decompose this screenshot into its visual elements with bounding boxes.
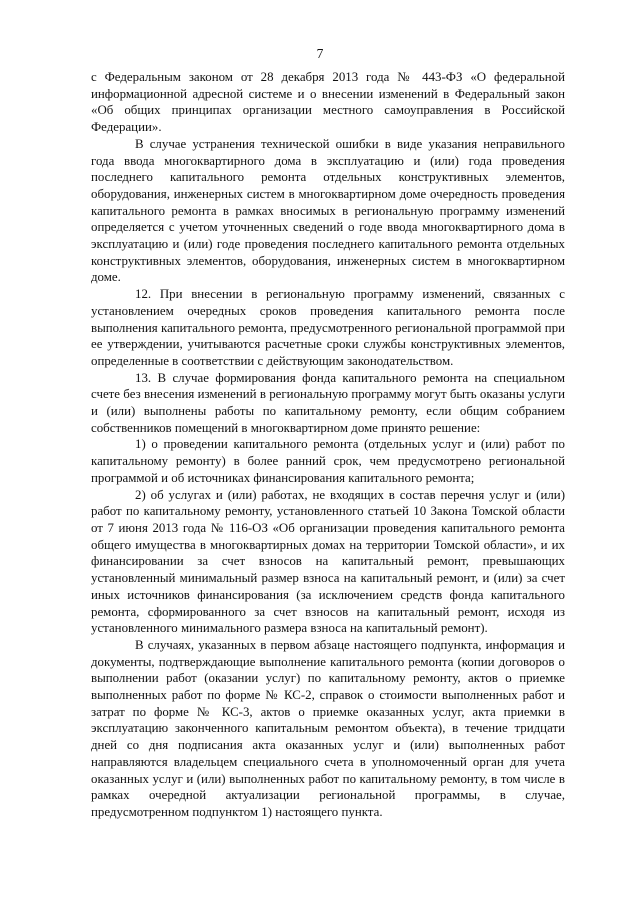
paragraph-technical-error: В случае устранения технической ошибки в виде указания неправильного года ввода многоквартирного дома в эксплуатацию и (или) года проведения последнего капитального ремонта отдельных конструктивных элементов, оборудования, инженерных систем в многоквартирном доме очередность проведения капитального ремонта в рамках вносимых в региональную программу изменений определяется с учетом уточненных сведений о годе ввода многоквартирного дома в эксплуатацию и (или) годе проведения последнего капитального ремонта отдельных конструктивных элементов, оборудования, инженерных систем в многоквартирном доме. bbox=[91, 136, 565, 285]
paragraph-item-12: 12. При внесении в региональную программу изменений, связанных с установлением очередных сроков проведения капитального ремонта после выполнения капитального ремонта, предусмотренного региональной программой при ее утверждении, учитываются расчетные сроки службы конструктивных элементов, определенные в соответствии с действующим законодательством. bbox=[91, 287, 565, 368]
page-number: 7 bbox=[316, 46, 324, 61]
paragraph-subitem-1: 1) о проведении капитального ремонта (отдельных услуг и (или) работ по капитальному ремонту) в более ранний срок, чем предусмотрено региональной программой и об источниках финансирования капитального ремонта; bbox=[91, 437, 565, 485]
paragraph-item-13: 13. В случае формирования фонда капитального ремонта на специальном счете без внесения изменений в региональную программу могут быть оказаны услуги и (или) выполнены работы по капитальному ремонту, если общим собранием собственников помещений в многоквартирном доме принято решение: bbox=[91, 370, 565, 435]
paragraph-documents-info: В случаях, указанных в первом абзаце настоящего подпункта, информация и документы, подтверждающие выполнение капитального ремонта (копии договоров о выполнении работ (оказании услуг) по капитальному ремонту, актов о приемке выполненных работ по форме № КС-2, справок о стоимости выполненных работ и затрат по форме № КС-3, актов о приемке оказанных услуг, акта приемки в эксплуатацию законченного капитальным ремонтом объекта), в течение тридцати дней со дня подписания акта оказанных услуг и (или) выполненных работ направляются владельцем специального счета в уполномоченный орган для учета оказанных услуг и (или) выполненных работ по капитальному ремонту, в том числе в рамках очередной актуализации региональной программы, в случае, предусмотренном подпунктом 1) настоящего пункта. bbox=[91, 637, 565, 819]
paragraph-subitem-2: 2) об услугах и (или) работах, не входящих в состав перечня услуг и (или) работ по капитальному ремонту, установленного статьей 10 Закона Томской области от 7 июня 2013 года № 116-ОЗ «Об организации проведения капитального ремонта общего имущества в многоквартирных домах на территории Томской области», и их финансировании за счет взносов на капитальный ремонт, превышающих установленный минимальный размер взноса на капитальный ремонт, и (или) за счет иных источников финансирования (за исключением средств фонда капитального ремонта, сформированного за счет взносов на капитальный ремонт, исходя из установленного минимального размера взноса на капитальный ремонт). bbox=[91, 487, 565, 636]
paragraph-continuation: с Федеральным законом от 28 декабря 2013 года № 443-ФЗ «О федеральной информационной адресной системе и о внесении изменений в Федеральный закон «Об общих принципах организации местного самоуправления в Российской Федерации». bbox=[91, 70, 565, 135]
document-body bbox=[91, 69, 565, 821]
